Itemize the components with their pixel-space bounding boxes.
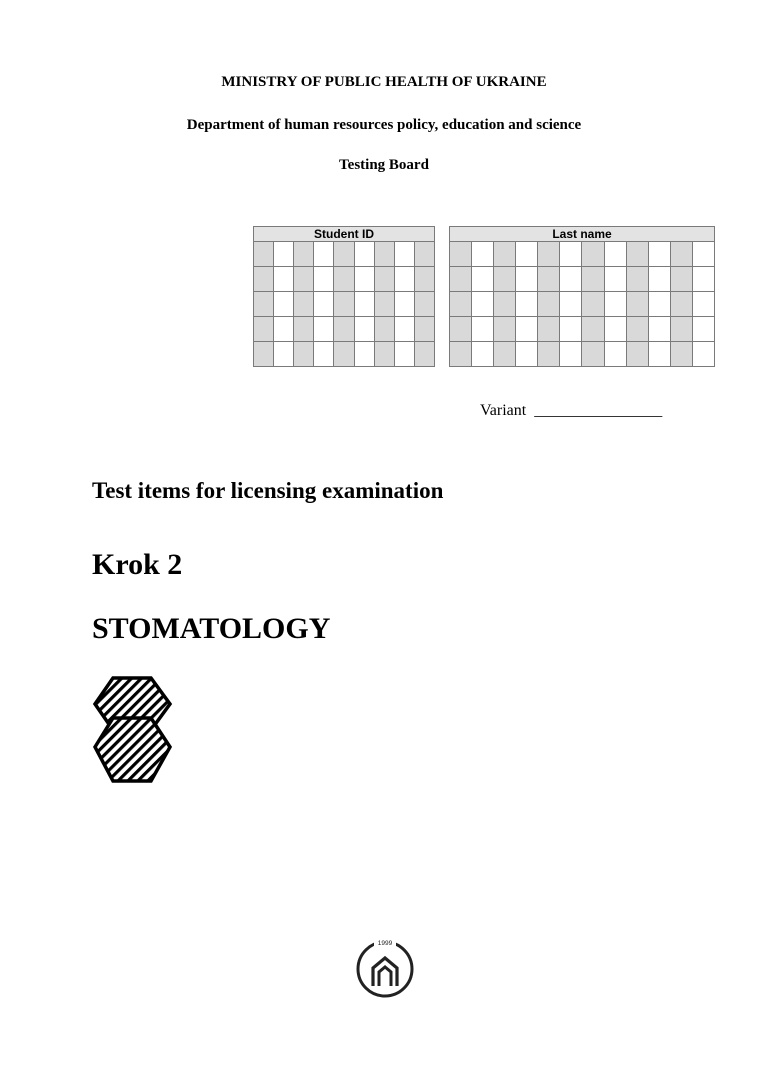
grid-cell[interactable] [354,267,374,292]
grid-cell[interactable] [374,267,394,292]
grid-cell[interactable] [450,342,472,367]
grid-cell[interactable] [670,342,692,367]
grid-cell[interactable] [274,342,294,367]
grid-cell[interactable] [582,267,604,292]
last-name-grid [449,226,715,367]
grid-cell[interactable] [494,267,516,292]
grid-cell[interactable] [450,317,472,342]
grid-row [450,242,715,267]
grid-cell[interactable] [538,242,560,267]
grid-cell[interactable] [274,242,294,267]
grid-cell[interactable] [692,342,714,367]
grid-row [254,317,435,342]
ministry-heading: MINISTRY OF PUBLIC HEALTH OF UKRAINE [221,74,547,90]
grid-cell[interactable] [582,317,604,342]
grid-cell[interactable] [670,292,692,317]
grid-cell[interactable] [670,242,692,267]
hexagon-icon [95,718,170,781]
grid-cell[interactable] [354,342,374,367]
grid-row [450,317,715,342]
grid-cell[interactable] [692,292,714,317]
grid-cell[interactable] [626,292,648,317]
grid-cell[interactable] [314,292,334,317]
grid-cell[interactable] [414,242,434,267]
grid-cell[interactable] [670,317,692,342]
grid-cell[interactable] [494,342,516,367]
variant-field [480,402,662,420]
grid-cell[interactable] [294,342,314,367]
grid-cell[interactable] [604,342,626,367]
grid-cell[interactable] [294,317,314,342]
grid-cell[interactable] [670,267,692,292]
grid-cell[interactable] [314,267,334,292]
department-heading: Department of human resources policy, education and science [186,117,582,133]
grid-cell[interactable] [254,292,274,317]
grid-cell[interactable] [394,292,414,317]
grid-cell[interactable] [254,342,274,367]
grid-cell[interactable] [692,267,714,292]
grid-cell[interactable] [394,267,414,292]
grid-row [450,292,715,317]
grid-cell[interactable] [560,267,582,292]
grid-cell[interactable] [374,317,394,342]
grid-cell[interactable] [294,267,314,292]
grid-cell[interactable] [394,342,414,367]
grid-cell[interactable] [516,292,538,317]
grid-cell[interactable] [314,342,334,367]
grid-cell[interactable] [604,317,626,342]
variant-label: Variant [480,402,527,419]
grid-cell[interactable] [472,292,494,317]
grid-cell[interactable] [582,292,604,317]
grid-cell[interactable] [394,317,414,342]
grid-cell[interactable] [516,267,538,292]
grid-cell[interactable] [494,242,516,267]
testing-board-emblem [352,934,418,1000]
grid-cell[interactable] [494,317,516,342]
exam-title: Krok 2 [92,548,183,581]
grid-row [254,292,435,317]
grid-cell[interactable] [354,317,374,342]
board-heading: Testing Board [339,157,429,173]
specialty-title: STOMATOLOGY [92,612,331,645]
grid-cell[interactable] [582,342,604,367]
student-id-label: Student ID [254,227,435,242]
grid-cell[interactable] [254,242,274,267]
grid-cell[interactable] [274,317,294,342]
grid-cell[interactable] [692,317,714,342]
grid-cell[interactable] [334,317,354,342]
grid-cell[interactable] [604,267,626,292]
grid-cell[interactable] [254,317,274,342]
grid-cell[interactable] [354,242,374,267]
grid-cell[interactable] [560,242,582,267]
grid-cell[interactable] [314,317,334,342]
grid-cell[interactable] [626,317,648,342]
grid-cell[interactable] [472,342,494,367]
grid-row [254,267,435,292]
grid-cell[interactable] [334,242,354,267]
grid-cell[interactable] [450,292,472,317]
grid-cell[interactable] [414,317,434,342]
grid-cell[interactable] [294,242,314,267]
grid-cell[interactable] [604,292,626,317]
grid-cell[interactable] [472,242,494,267]
grid-cell[interactable] [582,242,604,267]
grid-cell[interactable] [648,242,670,267]
grid-cell[interactable] [450,242,472,267]
grid-cell[interactable] [560,342,582,367]
student-id-grid [253,226,435,367]
grid-cell[interactable] [472,267,494,292]
grid-cell[interactable] [450,267,472,292]
grid-cell[interactable] [648,317,670,342]
variant-blank[interactable]: ________________ [534,402,663,419]
grid-cell[interactable] [334,342,354,367]
exam-subtitle: Test items for licensing examination [92,478,444,503]
grid-cell[interactable] [538,292,560,317]
last-name-label: Last name [450,227,715,242]
grid-cell[interactable] [374,342,394,367]
grid-cell[interactable] [394,242,414,267]
grid-cell[interactable] [334,292,354,317]
emblem-year: 1999 [377,940,393,947]
house-icon [373,958,397,986]
grid-cell[interactable] [626,267,648,292]
grid-cell[interactable] [604,242,626,267]
grid-cell[interactable] [494,292,516,317]
grid-cell[interactable] [538,317,560,342]
hexagons-logo [92,676,174,786]
grid-cell[interactable] [648,292,670,317]
grid-cell[interactable] [648,342,670,367]
grid-cell[interactable] [414,267,434,292]
grid-cell[interactable] [516,342,538,367]
grid-cell[interactable] [354,292,374,317]
grid-cell[interactable] [274,267,294,292]
grid-row [450,267,715,292]
grid-cell[interactable] [692,242,714,267]
grid-cell[interactable] [472,317,494,342]
grid-row [254,342,435,367]
grid-cell[interactable] [538,342,560,367]
grid-cell[interactable] [374,292,394,317]
grid-cell[interactable] [254,267,274,292]
grid-cell[interactable] [626,242,648,267]
grid-cell[interactable] [274,292,294,317]
grid-cell[interactable] [314,242,334,267]
grid-cell[interactable] [414,292,434,317]
grid-row [254,242,435,267]
grid-cell[interactable] [560,317,582,342]
grid-row [450,342,715,367]
grid-cell[interactable] [648,267,670,292]
grid-cell[interactable] [334,267,354,292]
grid-cell[interactable] [374,242,394,267]
grid-cell[interactable] [414,342,434,367]
grid-cell[interactable] [538,267,560,292]
grid-cell[interactable] [626,342,648,367]
grid-cell[interactable] [560,292,582,317]
grid-cell[interactable] [294,292,314,317]
grid-cell[interactable] [516,242,538,267]
grid-cell[interactable] [516,317,538,342]
